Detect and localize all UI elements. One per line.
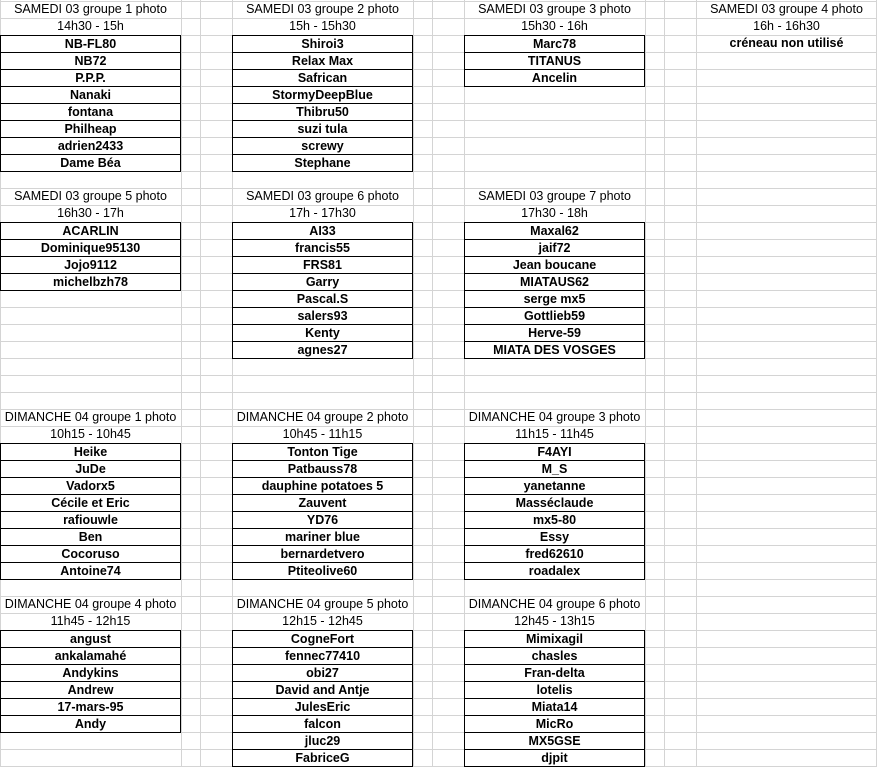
- participant-name: fennec77410: [232, 648, 413, 665]
- time-slot: 11h15 - 11h45: [515, 427, 594, 441]
- participant-name: Ancelin: [464, 70, 645, 87]
- group-title: SAMEDI 03 groupe 6 photo: [246, 189, 399, 203]
- participant-name: Jojo9112: [0, 257, 181, 274]
- participant-name: Andrew: [0, 682, 181, 699]
- participant-name: M_S: [464, 461, 645, 478]
- gridline-vertical: [181, 0, 182, 766]
- participant-name: YD76: [232, 512, 413, 529]
- participant-name: Miata14: [464, 699, 645, 716]
- participant-name: yanetanne: [464, 478, 645, 495]
- participant-name: Maxal62: [464, 222, 645, 240]
- participant-name: suzi tula: [232, 121, 413, 138]
- participant-name: Dominique95130: [0, 240, 181, 257]
- participant-name: fontana: [0, 104, 181, 121]
- participant-name: Zauvent: [232, 495, 413, 512]
- gridline-vertical: [645, 0, 646, 766]
- gridline-vertical: [432, 0, 433, 766]
- group-title: DIMANCHE 04 groupe 6 photo: [468, 597, 641, 611]
- group-title: DIMANCHE 04 groupe 1 photo: [4, 410, 177, 424]
- gridline-horizontal: [0, 749, 877, 750]
- participant-name: obi27: [232, 665, 413, 682]
- gridline-vertical: [664, 0, 665, 766]
- time-slot: 12h15 - 12h45: [282, 614, 363, 628]
- gridline-horizontal: [0, 392, 877, 393]
- participant-name: adrien2433: [0, 138, 181, 155]
- participant-name: AI33: [232, 222, 413, 240]
- time-slot: 17h30 - 18h: [521, 206, 588, 220]
- group-title: DIMANCHE 04 groupe 4 photo: [4, 597, 177, 611]
- group-title: SAMEDI 03 groupe 4 photo: [710, 2, 863, 16]
- participant-name: Jean boucane: [464, 257, 645, 274]
- group-title: DIMANCHE 04 groupe 3 photo: [468, 410, 641, 424]
- participant-name: Philheap: [0, 121, 181, 138]
- participant-name: David and Antje: [232, 682, 413, 699]
- participant-name: JulesEric: [232, 699, 413, 716]
- participant-name: angust: [0, 630, 181, 648]
- gridline-horizontal: [0, 307, 877, 308]
- participant-name: falcon: [232, 716, 413, 733]
- participant-name: Cocoruso: [0, 546, 181, 563]
- time-slot: 12h45 - 13h15: [514, 614, 595, 628]
- participant-name: 17-mars-95: [0, 699, 181, 716]
- unused-slot-note: créneau non utilisé: [729, 36, 844, 50]
- participant-name: Pascal.S: [232, 291, 413, 308]
- time-slot: 14h30 - 15h: [57, 19, 124, 33]
- participant-name: MicRo: [464, 716, 645, 733]
- participant-name: lotelis: [464, 682, 645, 699]
- participant-name: Garry: [232, 274, 413, 291]
- time-slot: 17h - 17h30: [289, 206, 356, 220]
- participant-name: StormyDeepBlue: [232, 87, 413, 104]
- participant-name: Ptiteolive60: [232, 563, 413, 580]
- participant-name: chasles: [464, 648, 645, 665]
- time-slot: 10h45 - 11h15: [282, 427, 363, 441]
- group-title: SAMEDI 03 groupe 3 photo: [478, 2, 631, 16]
- time-slot: 15h30 - 16h: [521, 19, 588, 33]
- participant-name: FRS81: [232, 257, 413, 274]
- participant-name: MIATAUS62: [464, 274, 645, 291]
- gridline-vertical: [200, 0, 201, 766]
- time-slot: 10h15 - 10h45: [50, 427, 131, 441]
- participant-name: TITANUS: [464, 53, 645, 70]
- participant-name: dauphine potatoes 5: [232, 478, 413, 495]
- gridline-horizontal: [0, 324, 877, 325]
- participant-name: michelbzh78: [0, 274, 181, 291]
- participant-name: ACARLIN: [0, 222, 181, 240]
- participant-name: Relax Max: [232, 53, 413, 70]
- group-title: DIMANCHE 04 groupe 5 photo: [236, 597, 409, 611]
- participant-name: roadalex: [464, 563, 645, 580]
- participant-name: Andy: [0, 716, 181, 733]
- group-title: DIMANCHE 04 groupe 2 photo: [236, 410, 409, 424]
- gridline-horizontal: [0, 375, 877, 376]
- participant-name: jaif72: [464, 240, 645, 257]
- participant-name: francis55: [232, 240, 413, 257]
- participant-name: P.P.P.: [0, 70, 181, 87]
- participant-name: Ben: [0, 529, 181, 546]
- participant-name: agnes27: [232, 342, 413, 359]
- participant-name: Gottlieb59: [464, 308, 645, 325]
- participant-name: fred62610: [464, 546, 645, 563]
- participant-name: CogneFort: [232, 630, 413, 648]
- participant-name: Mimixagil: [464, 630, 645, 648]
- time-slot: 11h45 - 12h15: [50, 614, 131, 628]
- participant-name: Patbauss78: [232, 461, 413, 478]
- participant-name: FabriceG: [232, 750, 413, 767]
- participant-name: Nanaki: [0, 87, 181, 104]
- participant-name: mariner blue: [232, 529, 413, 546]
- participant-name: Essy: [464, 529, 645, 546]
- participant-name: bernardetvero: [232, 546, 413, 563]
- participant-name: mx5-80: [464, 512, 645, 529]
- participant-name: Shiroi3: [232, 35, 413, 53]
- participant-name: Marc78: [464, 35, 645, 53]
- gridline-horizontal: [0, 341, 877, 342]
- participant-name: Tonton Tige: [232, 443, 413, 461]
- group-title: SAMEDI 03 groupe 7 photo: [478, 189, 631, 203]
- participant-name: F4AYI: [464, 443, 645, 461]
- participant-name: MIATA DES VOSGES: [464, 342, 645, 359]
- participant-name: NB72: [0, 53, 181, 70]
- time-slot: 15h - 15h30: [289, 19, 356, 33]
- time-slot: 16h30 - 17h: [57, 206, 124, 220]
- participant-name: Dame Béa: [0, 155, 181, 172]
- participant-name: Herve-59: [464, 325, 645, 342]
- participant-name: Antoine74: [0, 563, 181, 580]
- time-slot: 16h - 16h30: [753, 19, 820, 33]
- participant-name: Andykins: [0, 665, 181, 682]
- participant-name: serge mx5: [464, 291, 645, 308]
- gridline-vertical: [696, 0, 697, 766]
- participant-name: Safrican: [232, 70, 413, 87]
- group-title: SAMEDI 03 groupe 2 photo: [246, 2, 399, 16]
- participant-name: djpit: [464, 750, 645, 767]
- participant-name: JuDe: [0, 461, 181, 478]
- gridline-horizontal: [0, 358, 877, 359]
- participant-name: MX5GSE: [464, 733, 645, 750]
- participant-name: NB-FL80: [0, 35, 181, 53]
- participant-name: Stephane: [232, 155, 413, 172]
- participant-name: Masséclaude: [464, 495, 645, 512]
- participant-name: jluc29: [232, 733, 413, 750]
- participant-name: rafiouwle: [0, 512, 181, 529]
- group-title: SAMEDI 03 groupe 1 photo: [14, 2, 167, 16]
- participant-name: Fran-delta: [464, 665, 645, 682]
- participant-name: salers93: [232, 308, 413, 325]
- gridline-vertical: [413, 0, 414, 766]
- participant-name: screwy: [232, 138, 413, 155]
- participant-name: Vadorx5: [0, 478, 181, 495]
- participant-name: Thibru50: [232, 104, 413, 121]
- participant-name: Cécile et Eric: [0, 495, 181, 512]
- group-title: SAMEDI 03 groupe 5 photo: [14, 189, 167, 203]
- participant-name: Heike: [0, 443, 181, 461]
- participant-name: Kenty: [232, 325, 413, 342]
- participant-name: ankalamahé: [0, 648, 181, 665]
